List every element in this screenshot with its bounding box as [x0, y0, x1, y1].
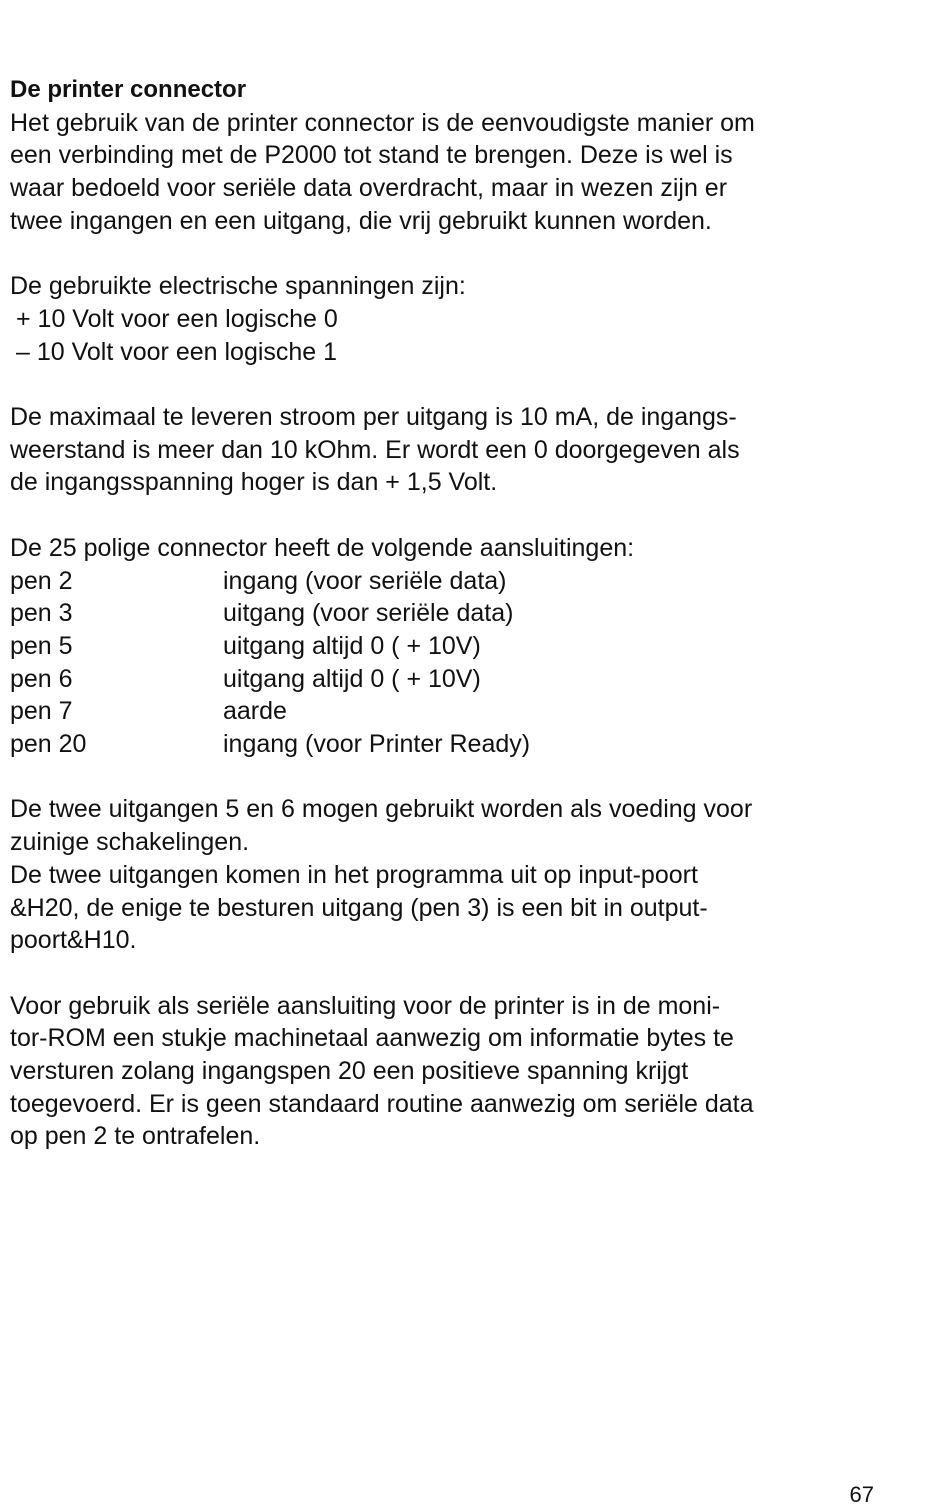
pin-description: ingang (voor seriële data)	[223, 566, 507, 595]
intro-line: waar bedoeld voor seriële data overdracht, maar in wezen zijn er	[10, 174, 728, 203]
outputs-line: &H20, de enige te besturen uitgang (pen 3) is een bit in output-	[10, 893, 708, 922]
intro-line: Het gebruik van de printer connector is de eenvoudigste manier om	[10, 108, 755, 137]
outputs-line: De twee uitgangen 5 en 6 mogen gebruikt worden als voeding voor	[10, 795, 753, 824]
outputs-paragraph	[10, 793, 910, 957]
serial-line: Voor gebruik als seriële aansluiting voor de printer is in de moni-	[10, 991, 721, 1020]
current-line: de ingangsspanning hoger is dan + 1,5 Volt.	[10, 468, 498, 497]
serial-line: toegevoerd. Er is geen standaard routine aanwezig om seriële data	[10, 1089, 754, 1118]
pin-table	[10, 532, 910, 761]
pin-name: pen 20	[10, 730, 87, 759]
current-line: De maximaal te leveren stroom per uitgang is 10 mA, de ingangs-	[10, 403, 737, 431]
pin-name: pen 3	[10, 599, 73, 628]
pin-row	[10, 597, 910, 630]
page-number: 67	[849, 1482, 874, 1507]
pin-description: aarde	[223, 697, 287, 726]
paragraph-gap	[10, 368, 910, 401]
voltage-paragraph	[10, 270, 910, 368]
outputs-line: De twee uitgangen komen in het programma uit op input-poort	[10, 860, 698, 889]
pin-row	[10, 630, 910, 663]
pin-name: pen 5	[10, 631, 73, 660]
pin-table-lead: De 25 polige connector heeft de volgende aansluitingen:	[10, 533, 635, 562]
serial-paragraph	[10, 990, 910, 1154]
outputs-line: poort&H10.	[10, 926, 137, 955]
pin-name: pen 6	[10, 664, 73, 693]
pin-name: pen 2	[10, 566, 73, 595]
serial-line: op pen 2 te ontrafelen.	[10, 1122, 261, 1151]
section-heading: De printer connector	[10, 76, 247, 103]
pin-description: ingang (voor Printer Ready)	[223, 730, 531, 759]
current-paragraph	[10, 401, 910, 499]
pin-description: uitgang altijd 0 ( + 10V)	[223, 664, 481, 693]
voltage-item: – 10 Volt voor een logische 1	[16, 337, 338, 366]
pin-row	[10, 663, 910, 696]
pin-row	[10, 695, 910, 728]
paragraph-gap	[10, 238, 910, 271]
voltage-lead: De gebruikte electrische spanningen zijn:	[10, 272, 466, 301]
current-line: weerstand is meer dan 10 kOhm. Er wordt een 0 doorgegeven als	[10, 435, 740, 464]
pin-name: pen 7	[10, 697, 73, 726]
paragraph-gap	[10, 761, 910, 794]
intro-paragraph	[10, 107, 910, 238]
intro-line: een verbinding met de P2000 tot stand te brengen. Deze is wel is	[10, 141, 733, 170]
pin-description: uitgang altijd 0 ( + 10V)	[223, 631, 481, 660]
pin-row	[10, 728, 910, 761]
pin-description: uitgang (voor seriële data)	[223, 599, 514, 628]
voltage-item: + 10 Volt voor een logische 0	[16, 304, 338, 333]
intro-line: twee ingangen en een uitgang, die vrij gebruikt kunnen worden.	[10, 206, 712, 235]
outputs-line: zuinige schakelingen.	[10, 828, 250, 857]
serial-line: versturen zolang ingangspen 20 een positieve spanning krijgt	[10, 1057, 689, 1086]
paragraph-gap	[10, 499, 910, 532]
document-page	[10, 74, 910, 1153]
paragraph-gap	[10, 957, 910, 990]
serial-line: tor-ROM een stukje machinetaal aanwezig om informatie bytes te	[10, 1024, 734, 1053]
pin-row	[10, 565, 910, 598]
